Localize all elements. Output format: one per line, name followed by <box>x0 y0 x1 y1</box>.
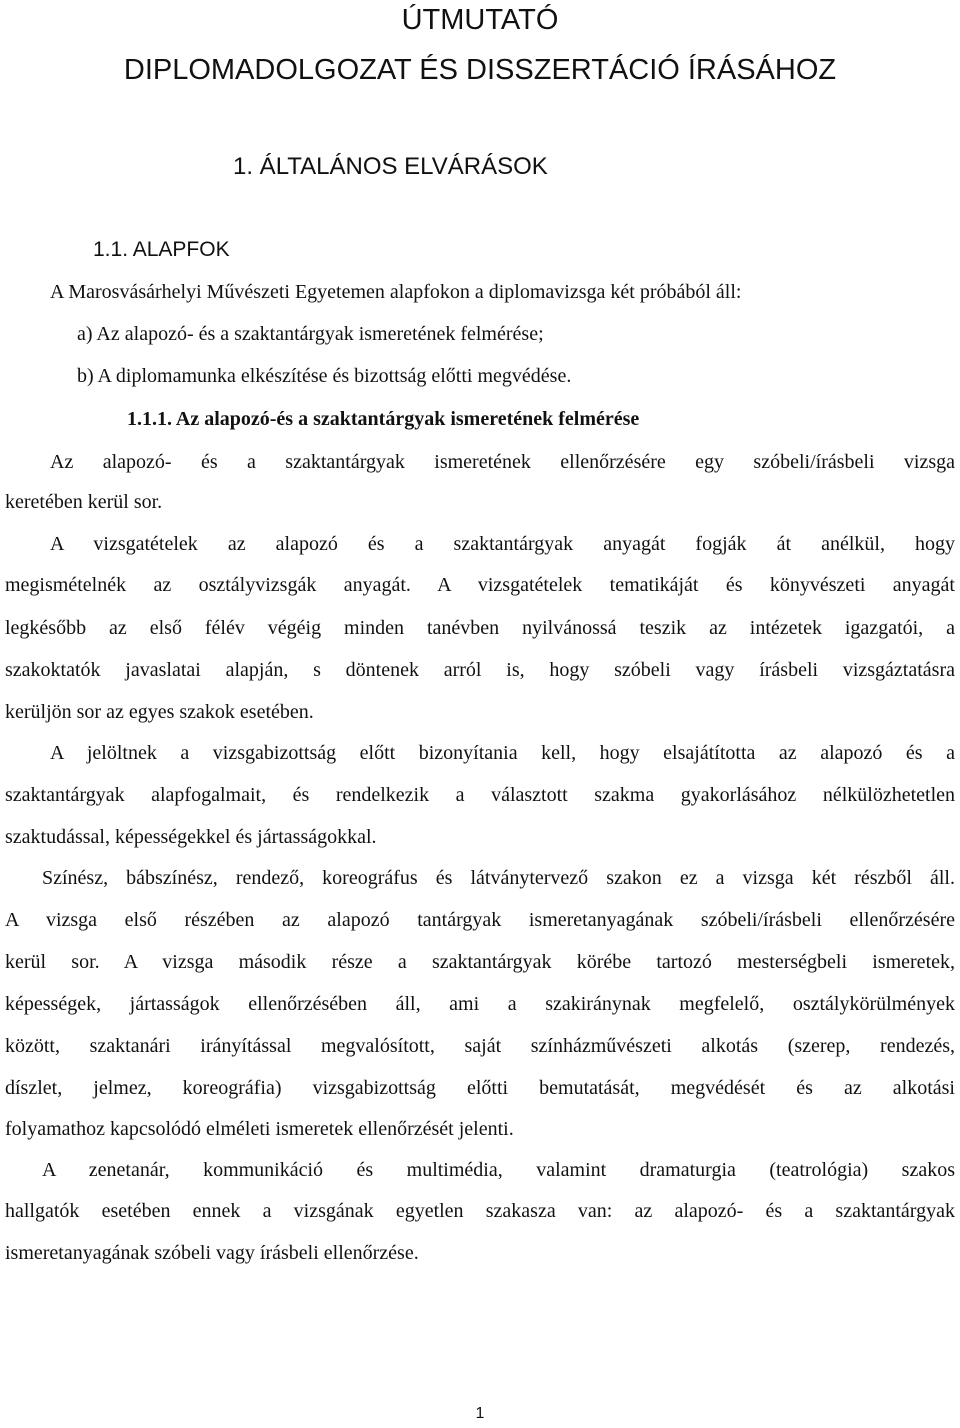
paragraph-line: között, szaktanári irányítással megvalósított, saját színházművészeti alkotás (szerep, rendezés, <box>5 1035 955 1057</box>
intro-paragraph: A Marosvásárhelyi Művészeti Egyetemen alapfokon a diplomavizsga két próbából áll: <box>50 281 742 303</box>
paragraph-line: folyamathoz kapcsolódó elméleti ismeretek ellenőrzését jelenti. <box>5 1118 514 1140</box>
paragraph-line: legkésőbb az első félév végéig minden tanévben nyilvánossá teszik az intézetek igazgatói, a <box>5 617 955 639</box>
section-heading-1: 1. ÁLTALÁNOS ELVÁRÁSOK <box>233 153 548 180</box>
paragraph-line: Az alapozó- és a szaktantárgyak ismeretének ellenőrzésére egy szóbeli/írásbeli vizsga <box>50 451 955 473</box>
paragraph-line: ismeretanyagának szóbeli vagy írásbeli ellenőrzése. <box>5 1242 419 1264</box>
paragraph-line: megismételnék az osztályvizsgák anyagát. A vizsgatételek tematikáját és könyvészeti anyagát <box>5 574 955 596</box>
paragraph-line: szakoktatók javaslatai alapján, s döntenek arról is, hogy szóbeli vagy írásbeli vizsgáztatásra <box>5 659 955 681</box>
paragraph-line: szaktudással, képességekkel és jártasságokkal. <box>5 826 377 848</box>
document-title-line-1: ÚTMUTATÓ <box>401 4 559 36</box>
paragraph-line: képességek, jártasságok ellenőrzésében áll, ami a szakiránynak megfelelő, osztálykörülmények <box>5 993 955 1015</box>
paragraph-line: kerüljön sor az egyes szakok esetében. <box>5 701 314 723</box>
paragraph-line: A jelöltnek a vizsgabizottság előtt bizonyítania kell, hogy elsajátította az alapozó és a <box>50 742 955 764</box>
list-item-a: a) Az alapozó- és a szaktantárgyak ismeretének felmérése; <box>77 323 544 345</box>
list-item-b: b) A diplomamunka elkészítése és bizottság előtti megvédése. <box>77 365 572 387</box>
paragraph-line: díszlet, jelmez, koreográfia) vizsgabizottság előtti bemutatását, megvédését és az alkotási <box>5 1077 955 1099</box>
paragraph-line: A vizsga első részében az alapozó tantárgyak ismeretanyagának szóbeli/írásbeli ellenőrzésére <box>5 909 955 931</box>
section-heading-1-1-1: 1.1.1. Az alapozó-és a szaktantárgyak ismeretének felmérése <box>127 408 640 430</box>
paragraph-line: hallgatók esetében ennek a vizsgának egyetlen szakasza van: az alapozó- és a szaktantárgyak <box>5 1200 955 1222</box>
paragraph-line: A zenetanár, kommunikáció és multimédia, valamint dramaturgia (teatrológia) szakos <box>42 1159 955 1181</box>
paragraph-line: A vizsgatételek az alapozó és a szaktantárgyak anyagát fogják át anélkül, hogy <box>50 533 955 555</box>
paragraph-line: Színész, bábszínész, rendező, koreográfus és látványtervező szakon ez a vizsga két részből áll. <box>42 867 955 889</box>
paragraph-line: keretében kerül sor. <box>5 491 163 513</box>
section-heading-1-1: 1.1. ALAPFOK <box>93 238 230 261</box>
paragraph-line: szaktantárgyak alapfogalmait, és rendelkezik a választott szakma gyakorlásához nélkülözhetetlen <box>5 784 955 806</box>
paragraph-line: kerül sor. A vizsga második része a szaktantárgyak körébe tartozó mesterségbeli ismeretek, <box>5 951 955 973</box>
page-number: 1 <box>475 1405 485 1422</box>
document-title-line-2: DIPLOMADOLGOZAT ÉS DISSZERTÁCIÓ ÍRÁSÁHOZ <box>123 54 837 86</box>
